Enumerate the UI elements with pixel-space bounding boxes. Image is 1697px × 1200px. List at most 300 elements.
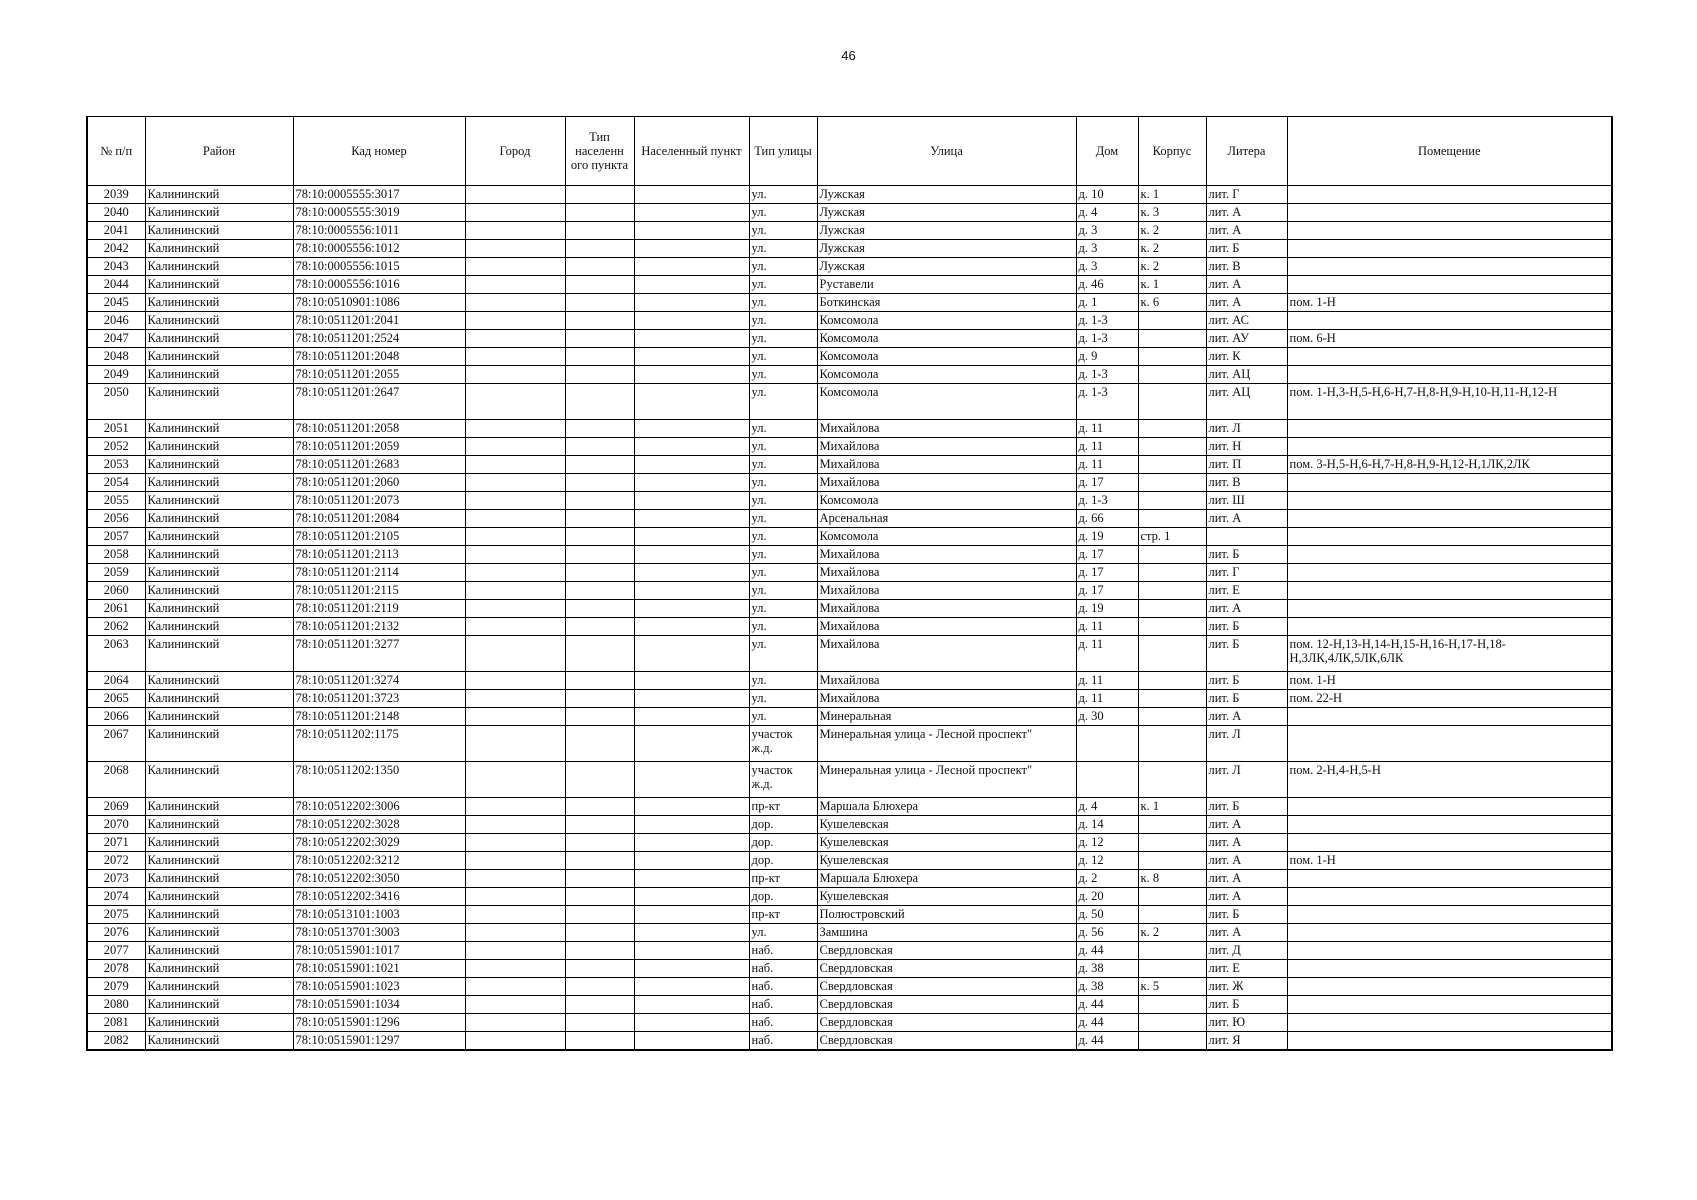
cell-num: 2078	[87, 960, 145, 978]
cell-num: 2053	[87, 456, 145, 474]
cell-premises: пом. 2-Н,4-Н,5-Н	[1287, 762, 1612, 798]
cell-street: Лужская	[817, 186, 1076, 204]
cell-district: Калининский	[145, 366, 293, 384]
cell-premises	[1287, 978, 1612, 996]
cell-num: 2055	[87, 492, 145, 510]
table-row	[87, 348, 1612, 366]
cell-street-type: ул.	[749, 420, 817, 438]
cell-cadastral-number: 78:10:0510901:1086	[293, 294, 465, 312]
table-row	[87, 726, 1612, 762]
cell-premises	[1287, 312, 1612, 330]
cell-street-type: наб.	[749, 1032, 817, 1051]
cell-city	[465, 1014, 565, 1032]
cell-street: Михайлова	[817, 672, 1076, 690]
cell-settlement-type	[565, 438, 634, 456]
cell-house: д. 3	[1076, 258, 1138, 276]
cell-num: 2081	[87, 1014, 145, 1032]
cell-house: д. 2	[1076, 870, 1138, 888]
cell-building	[1138, 474, 1206, 492]
table-row	[87, 924, 1612, 942]
cell-building	[1138, 726, 1206, 762]
cell-street: Свердловская	[817, 1032, 1076, 1051]
cell-building	[1138, 942, 1206, 960]
cell-street: Маршала Блюхера	[817, 870, 1076, 888]
cell-building	[1138, 636, 1206, 672]
cell-street-type: участок ж.д.	[749, 726, 817, 762]
cell-premises	[1287, 816, 1612, 834]
cell-house: д. 10	[1076, 186, 1138, 204]
cell-building	[1138, 510, 1206, 528]
cell-building	[1138, 852, 1206, 870]
cell-house: д. 30	[1076, 708, 1138, 726]
cell-num: 2058	[87, 546, 145, 564]
table-row	[87, 510, 1612, 528]
cell-num: 2060	[87, 582, 145, 600]
cell-letter: лит. Н	[1206, 438, 1287, 456]
cell-street: Руставели	[817, 276, 1076, 294]
cell-city	[465, 978, 565, 996]
cell-city	[465, 420, 565, 438]
cell-house: д. 3	[1076, 240, 1138, 258]
cell-letter: лит. А	[1206, 600, 1287, 618]
cell-building	[1138, 582, 1206, 600]
cell-city	[465, 618, 565, 636]
cell-street: Михайлова	[817, 474, 1076, 492]
cell-cadastral-number: 78:10:0513701:3003	[293, 924, 465, 942]
cell-num: 2076	[87, 924, 145, 942]
cell-street-type: ул.	[749, 672, 817, 690]
cell-num: 2075	[87, 906, 145, 924]
cell-letter: лит. Л	[1206, 762, 1287, 798]
cell-settlement-type	[565, 690, 634, 708]
cell-building	[1138, 816, 1206, 834]
cell-cadastral-number: 78:10:0511202:1175	[293, 726, 465, 762]
cell-premises	[1287, 708, 1612, 726]
cell-house: д. 38	[1076, 978, 1138, 996]
cell-building	[1138, 1014, 1206, 1032]
cell-street: Свердловская	[817, 960, 1076, 978]
cell-house: д. 17	[1076, 564, 1138, 582]
cell-city	[465, 492, 565, 510]
cell-settlement-type	[565, 456, 634, 474]
cell-letter: лит. Б	[1206, 906, 1287, 924]
cell-city	[465, 924, 565, 942]
cell-num: 2052	[87, 438, 145, 456]
cell-house	[1076, 726, 1138, 762]
cell-premises	[1287, 924, 1612, 942]
table-row	[87, 258, 1612, 276]
table-row	[87, 582, 1612, 600]
cell-premises	[1287, 888, 1612, 906]
cell-street: Лужская	[817, 240, 1076, 258]
cell-settlement	[634, 852, 749, 870]
cell-street: Михайлова	[817, 636, 1076, 672]
cell-premises	[1287, 996, 1612, 1014]
table-row	[87, 978, 1612, 996]
cell-num: 2082	[87, 1032, 145, 1051]
table-row	[87, 672, 1612, 690]
cell-street-type: ул.	[749, 204, 817, 222]
cell-settlement-type	[565, 474, 634, 492]
cell-num: 2051	[87, 420, 145, 438]
header-settlement-type: Тип населенн ого пункта	[565, 117, 634, 186]
cell-settlement	[634, 510, 749, 528]
cell-cadastral-number: 78:10:0005556:1012	[293, 240, 465, 258]
cell-num: 2074	[87, 888, 145, 906]
cell-street: Михайлова	[817, 618, 1076, 636]
cell-city	[465, 870, 565, 888]
cell-street-type: ул.	[749, 456, 817, 474]
cell-street-type: дор.	[749, 888, 817, 906]
cell-letter: лит. Д	[1206, 942, 1287, 960]
cell-street-type: ул.	[749, 240, 817, 258]
cell-num: 2048	[87, 348, 145, 366]
cell-premises	[1287, 348, 1612, 366]
cell-house: д. 11	[1076, 438, 1138, 456]
header-cadastral-number: Кад номер	[293, 117, 465, 186]
cell-settlement-type	[565, 186, 634, 204]
cell-settlement	[634, 762, 749, 798]
cell-settlement	[634, 348, 749, 366]
header-district: Район	[145, 117, 293, 186]
cell-letter: лит. А	[1206, 294, 1287, 312]
cell-building	[1138, 312, 1206, 330]
cell-street: Свердловская	[817, 942, 1076, 960]
cell-street-type: ул.	[749, 186, 817, 204]
cell-street: Минеральная	[817, 708, 1076, 726]
cell-num: 2067	[87, 726, 145, 762]
cell-premises	[1287, 492, 1612, 510]
cell-num: 2047	[87, 330, 145, 348]
cell-street: Комсомола	[817, 366, 1076, 384]
cell-premises	[1287, 276, 1612, 294]
cell-letter: лит. Е	[1206, 960, 1287, 978]
cell-building	[1138, 1032, 1206, 1051]
table-row	[87, 708, 1612, 726]
cell-num: 2039	[87, 186, 145, 204]
cell-district: Калининский	[145, 636, 293, 672]
cell-house: д. 44	[1076, 996, 1138, 1014]
cell-num: 2040	[87, 204, 145, 222]
cell-premises	[1287, 366, 1612, 384]
cell-building	[1138, 438, 1206, 456]
cell-city	[465, 798, 565, 816]
cell-settlement-type	[565, 726, 634, 762]
cell-cadastral-number: 78:10:0515901:1297	[293, 1032, 465, 1051]
cell-cadastral-number: 78:10:0511201:2073	[293, 492, 465, 510]
cell-district: Калининский	[145, 978, 293, 996]
cell-street: Лужская	[817, 222, 1076, 240]
table-row	[87, 420, 1612, 438]
header-settlement: Населенный пункт	[634, 117, 749, 186]
cell-letter: лит. Г	[1206, 186, 1287, 204]
cell-settlement-type	[565, 420, 634, 438]
cell-district: Калининский	[145, 888, 293, 906]
cell-district: Калининский	[145, 924, 293, 942]
cell-house: д. 14	[1076, 816, 1138, 834]
header-house: Дом	[1076, 117, 1138, 186]
cell-city	[465, 438, 565, 456]
cell-cadastral-number: 78:10:0515901:1021	[293, 960, 465, 978]
cell-settlement	[634, 834, 749, 852]
cell-num: 2056	[87, 510, 145, 528]
cell-city	[465, 690, 565, 708]
table-row	[87, 312, 1612, 330]
table-row	[87, 618, 1612, 636]
cell-cadastral-number: 78:10:0512202:3212	[293, 852, 465, 870]
cell-house: д. 1-3	[1076, 366, 1138, 384]
cell-city	[465, 942, 565, 960]
cell-building	[1138, 564, 1206, 582]
cell-street: Комсомола	[817, 492, 1076, 510]
cell-settlement-type	[565, 762, 634, 798]
cell-settlement	[634, 906, 749, 924]
cell-district: Калининский	[145, 204, 293, 222]
cell-premises: пом. 6-Н	[1287, 330, 1612, 348]
table-row	[87, 960, 1612, 978]
cell-building	[1138, 618, 1206, 636]
cell-city	[465, 384, 565, 420]
cell-district: Калининский	[145, 762, 293, 798]
cell-district: Калининский	[145, 834, 293, 852]
cell-premises: пом. 1-Н	[1287, 672, 1612, 690]
cell-letter: лит. Б	[1206, 618, 1287, 636]
cell-street: Комсомола	[817, 330, 1076, 348]
cell-cadastral-number: 78:10:0511201:2148	[293, 708, 465, 726]
cell-settlement	[634, 438, 749, 456]
table-row	[87, 366, 1612, 384]
cell-street-type: ул.	[749, 546, 817, 564]
cell-city	[465, 258, 565, 276]
table-row	[87, 600, 1612, 618]
cell-district: Калининский	[145, 258, 293, 276]
cell-city	[465, 1032, 565, 1051]
cell-premises	[1287, 186, 1612, 204]
cell-settlement-type	[565, 240, 634, 258]
table-row	[87, 438, 1612, 456]
cell-building	[1138, 690, 1206, 708]
cell-building: к. 5	[1138, 978, 1206, 996]
cell-house: д. 1-3	[1076, 384, 1138, 420]
table-row	[87, 276, 1612, 294]
cell-street: Полюстровский	[817, 906, 1076, 924]
cell-district: Калининский	[145, 528, 293, 546]
cell-street: Михайлова	[817, 582, 1076, 600]
cell-district: Калининский	[145, 456, 293, 474]
cell-cadastral-number: 78:10:0512202:3028	[293, 816, 465, 834]
cell-street-type: ул.	[749, 222, 817, 240]
cell-street: Михайлова	[817, 564, 1076, 582]
cell-cadastral-number: 78:10:0005555:3019	[293, 204, 465, 222]
cell-district: Калининский	[145, 852, 293, 870]
cell-house: д. 9	[1076, 348, 1138, 366]
cell-letter: лит. Ю	[1206, 1014, 1287, 1032]
cell-building: к. 2	[1138, 222, 1206, 240]
cell-num: 2054	[87, 474, 145, 492]
cell-settlement-type	[565, 906, 634, 924]
cell-house: д. 11	[1076, 690, 1138, 708]
cell-premises: пом. 1-Н	[1287, 294, 1612, 312]
cell-street: Михайлова	[817, 546, 1076, 564]
cell-house: д. 46	[1076, 276, 1138, 294]
cell-district: Калининский	[145, 600, 293, 618]
cell-settlement	[634, 312, 749, 330]
table-row	[87, 798, 1612, 816]
header-premises: Помещение	[1287, 117, 1612, 186]
cell-settlement	[634, 528, 749, 546]
cell-cadastral-number: 78:10:0511201:2055	[293, 366, 465, 384]
property-registry-table	[86, 116, 1613, 1051]
cell-settlement	[634, 564, 749, 582]
cell-cadastral-number: 78:10:0005556:1011	[293, 222, 465, 240]
cell-letter: лит. В	[1206, 474, 1287, 492]
cell-house: д. 4	[1076, 798, 1138, 816]
cell-settlement	[634, 384, 749, 420]
cell-settlement	[634, 582, 749, 600]
table-row	[87, 870, 1612, 888]
cell-letter: лит. Е	[1206, 582, 1287, 600]
cell-city	[465, 186, 565, 204]
cell-house: д. 17	[1076, 546, 1138, 564]
cell-street-type: ул.	[749, 528, 817, 546]
cell-num: 2050	[87, 384, 145, 420]
cell-street: Свердловская	[817, 1014, 1076, 1032]
cell-house: д. 38	[1076, 960, 1138, 978]
cell-premises	[1287, 528, 1612, 546]
cell-premises	[1287, 222, 1612, 240]
cell-settlement-type	[565, 960, 634, 978]
cell-settlement-type	[565, 348, 634, 366]
table-row	[87, 222, 1612, 240]
cell-settlement-type	[565, 258, 634, 276]
cell-building	[1138, 906, 1206, 924]
table-row	[87, 528, 1612, 546]
cell-building	[1138, 384, 1206, 420]
cell-premises	[1287, 618, 1612, 636]
cell-district: Калининский	[145, 960, 293, 978]
header-building: Корпус	[1138, 117, 1206, 186]
cell-settlement-type	[565, 672, 634, 690]
cell-settlement	[634, 258, 749, 276]
cell-street: Замшина	[817, 924, 1076, 942]
cell-settlement-type	[565, 312, 634, 330]
cell-cadastral-number: 78:10:0511201:2115	[293, 582, 465, 600]
cell-building	[1138, 366, 1206, 384]
cell-building: к. 2	[1138, 258, 1206, 276]
table-row	[87, 762, 1612, 798]
cell-district: Калининский	[145, 474, 293, 492]
table-header	[87, 117, 1612, 186]
table-row	[87, 294, 1612, 312]
cell-cadastral-number: 78:10:0511201:2119	[293, 600, 465, 618]
cell-num: 2073	[87, 870, 145, 888]
cell-premises	[1287, 942, 1612, 960]
cell-building	[1138, 330, 1206, 348]
cell-cadastral-number: 78:10:0512202:3050	[293, 870, 465, 888]
cell-settlement-type	[565, 294, 634, 312]
cell-cadastral-number: 78:10:0515901:1017	[293, 942, 465, 960]
cell-city	[465, 636, 565, 672]
cell-settlement	[634, 816, 749, 834]
cell-district: Калининский	[145, 726, 293, 762]
cell-city	[465, 204, 565, 222]
cell-settlement-type	[565, 1032, 634, 1051]
cell-city	[465, 582, 565, 600]
cell-cadastral-number: 78:10:0511201:2105	[293, 528, 465, 546]
cell-num: 2068	[87, 762, 145, 798]
cell-city	[465, 366, 565, 384]
cell-cadastral-number: 78:10:0005556:1016	[293, 276, 465, 294]
cell-cadastral-number: 78:10:0511201:2647	[293, 384, 465, 420]
cell-city	[465, 762, 565, 798]
cell-house: д. 1-3	[1076, 492, 1138, 510]
cell-street-type: наб.	[749, 996, 817, 1014]
cell-street: Михайлова	[817, 690, 1076, 708]
cell-letter: лит. А	[1206, 510, 1287, 528]
cell-city	[465, 816, 565, 834]
cell-settlement	[634, 978, 749, 996]
cell-cadastral-number: 78:10:0511201:2113	[293, 546, 465, 564]
cell-house: д. 44	[1076, 1032, 1138, 1051]
cell-building: к. 6	[1138, 294, 1206, 312]
cell-building: стр. 1	[1138, 528, 1206, 546]
cell-street-type: наб.	[749, 942, 817, 960]
cell-district: Калининский	[145, 816, 293, 834]
cell-settlement-type	[565, 564, 634, 582]
cell-house: д. 19	[1076, 600, 1138, 618]
cell-street-type: дор.	[749, 852, 817, 870]
cell-cadastral-number: 78:10:0512202:3029	[293, 834, 465, 852]
cell-building: к. 2	[1138, 924, 1206, 942]
cell-letter: лит. А	[1206, 852, 1287, 870]
cell-num: 2065	[87, 690, 145, 708]
cell-house: д. 17	[1076, 582, 1138, 600]
cell-cadastral-number: 78:10:0511201:2048	[293, 348, 465, 366]
cell-street-type: пр-кт	[749, 906, 817, 924]
cell-street: Михайлова	[817, 420, 1076, 438]
cell-city	[465, 510, 565, 528]
cell-settlement	[634, 366, 749, 384]
cell-num: 2042	[87, 240, 145, 258]
cell-building: к. 1	[1138, 186, 1206, 204]
cell-letter: лит. К	[1206, 348, 1287, 366]
cell-building	[1138, 708, 1206, 726]
cell-settlement	[634, 240, 749, 258]
cell-house: д. 11	[1076, 618, 1138, 636]
table-row	[87, 330, 1612, 348]
cell-settlement	[634, 726, 749, 762]
cell-house: д. 17	[1076, 474, 1138, 492]
table-row	[87, 1014, 1612, 1032]
cell-city	[465, 456, 565, 474]
table-body	[87, 186, 1612, 1051]
table-row	[87, 690, 1612, 708]
cell-settlement	[634, 294, 749, 312]
cell-letter: лит. Б	[1206, 636, 1287, 672]
cell-street-type: ул.	[749, 366, 817, 384]
cell-district: Калининский	[145, 618, 293, 636]
cell-settlement-type	[565, 942, 634, 960]
cell-settlement-type	[565, 996, 634, 1014]
cell-district: Калининский	[145, 582, 293, 600]
cell-district: Калининский	[145, 798, 293, 816]
table-row	[87, 852, 1612, 870]
cell-building	[1138, 546, 1206, 564]
cell-street: Комсомола	[817, 528, 1076, 546]
cell-district: Калининский	[145, 672, 293, 690]
cell-settlement	[634, 204, 749, 222]
cell-settlement-type	[565, 384, 634, 420]
